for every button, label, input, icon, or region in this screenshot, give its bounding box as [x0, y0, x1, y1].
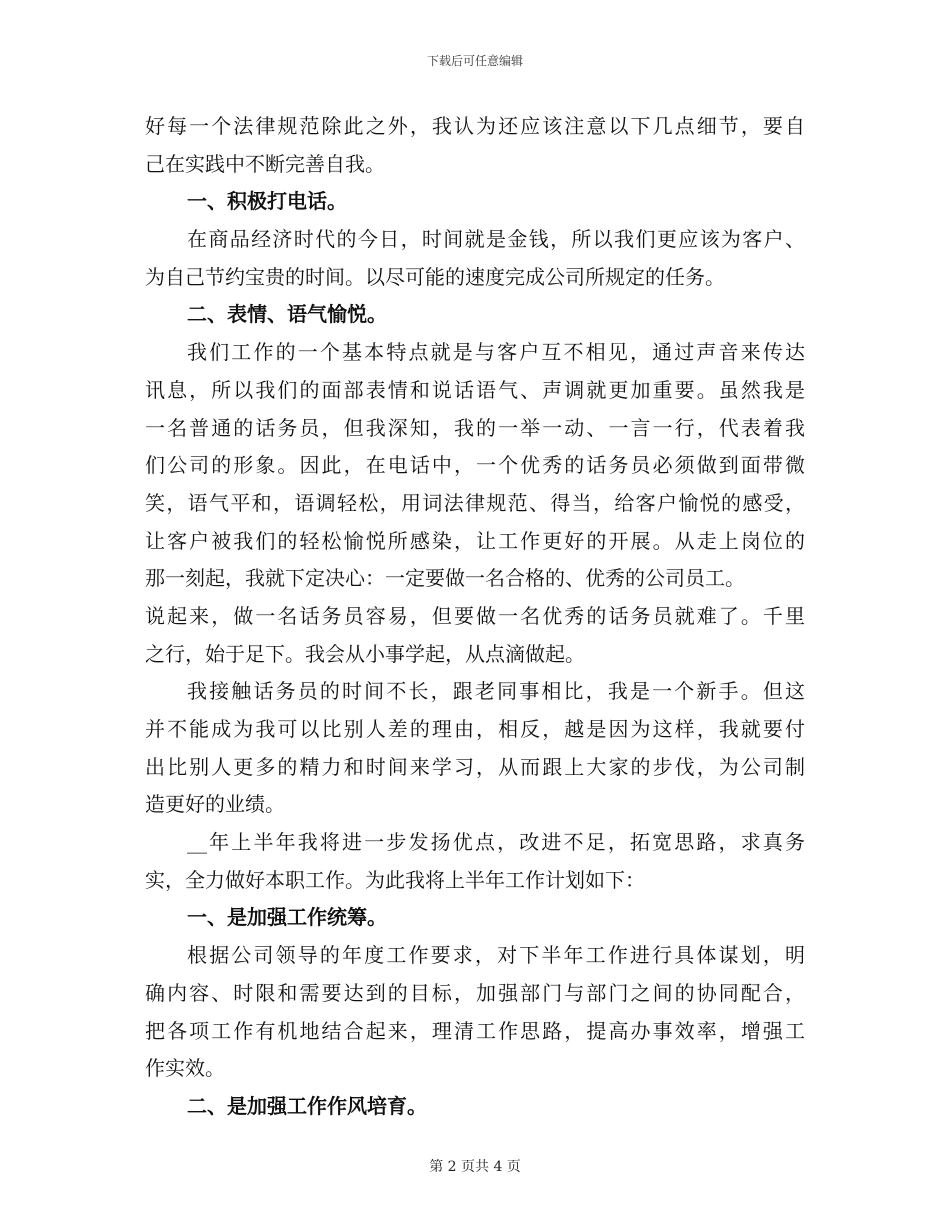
section-heading: 一、是加强工作统筹。	[187, 905, 387, 930]
text-line: 让客户被我们的轻松愉悦所感染，让工作更好的开展。从走上岗位的	[145, 528, 805, 553]
text-line: 造更好的业绩。	[145, 792, 285, 817]
text-line: 并不能成为我可以比别人差的理由，相反，越是因为这样，我就要付	[145, 717, 805, 741]
text-line: 确内容、时限和需要达到的目标，加强部门与部门之间的协同配合，	[145, 980, 805, 1005]
text-line: 我们工作的一个基本特点就是与客户互不相见，通过声音来传达	[187, 340, 805, 365]
text-line: 之行，始于足下。我会从小事学起，从点滴做起。	[145, 641, 585, 666]
page-number-footer: 第 2 页共 4 页	[429, 1159, 521, 1175]
section-heading: 一、积极打电话。	[187, 189, 347, 214]
text-line: 出比别人更多的精力和时间来学习，从而跟上大家的步伐，为公司制	[145, 754, 805, 779]
text-line: 好每一个法律规范除此之外，我认为还应该注意以下几点细节，要自	[145, 114, 805, 138]
text-line: 作实效。	[145, 1056, 225, 1081]
text-line: 说起来，做一名话务员容易，但要做一名优秀的话务员就难了。千里	[145, 603, 805, 628]
text-line: __年上半年我将进一步发扬优点，改进不足，拓宽思路，求真务	[187, 830, 805, 855]
section-heading: 二、表情、语气愉悦。	[187, 302, 387, 327]
text-line: 们公司的形象。因此，在电话中，一个优秀的话务员必须做到面带微	[145, 453, 805, 478]
section-heading: 二、是加强工作作风培育。	[187, 1093, 427, 1118]
text-line: 我接触话务员的时间不长，跟老同事相比，我是一个新手。但这	[187, 679, 805, 704]
text-line: 己在实践中不断完善自我。	[145, 151, 385, 176]
text-line: 实，全力做好本职工作。为此我将上半年工作计划如下：	[145, 867, 645, 892]
text-line: 讯息，所以我们的面部表情和说话语气、声调就更加重要。虽然我是	[145, 377, 805, 402]
text-line: 为自己节约宝贵的时间。以尽可能的速度完成公司所规定的任务。	[145, 264, 725, 289]
page-header: 下载后可任意编辑	[426, 54, 523, 68]
text-line: 那一刻起，我就下定决心：一定要做一名合格的、优秀的公司员工。	[145, 566, 745, 591]
text-line: 笑，语气平和，语调轻松，用词法律规范、得当，给客户愉悦的感受，	[145, 490, 805, 515]
text-line: 把各项工作有机地结合起来，理清工作思路，提高办事效率，增强工	[145, 1018, 805, 1043]
document-body	[145, 108, 805, 1126]
text-line: 一名普通的话务员，但我深知，我的一举一动、一言一行，代表着我	[145, 415, 805, 440]
text-line: 在商品经济时代的今日，时间就是金钱，所以我们更应该为客户、	[187, 227, 805, 252]
text-line: 根据公司领导的年度工作要求，对下半年工作进行具体谋划，明	[187, 943, 805, 968]
